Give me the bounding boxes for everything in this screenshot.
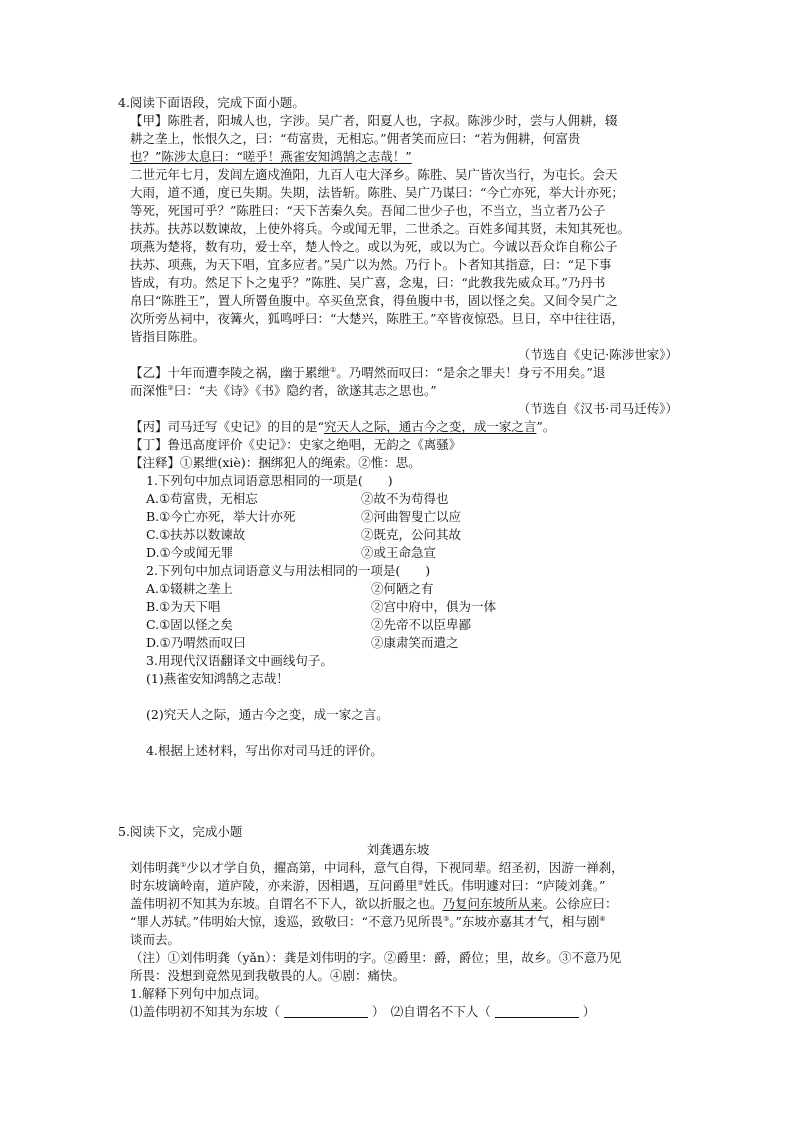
q4-heading: 4.阅读下面语段，完成下面小题。 xyxy=(118,95,305,110)
footnote-mark: ② xyxy=(167,383,174,392)
option-b: B.①今亡亦死，举大计亦死 xyxy=(146,509,296,524)
option-row xyxy=(118,508,678,526)
option-d: D.①乃喟然而叹曰 xyxy=(146,635,246,650)
option-a-pair: ②故不为苟得也 xyxy=(361,491,449,506)
q4-sub3-item: (2)究天人之际，通古今之变，成一家之言。 xyxy=(146,707,389,722)
text: 。乃喟然而叹曰：“是余之罪夫！身亏不用矣。”退 xyxy=(336,365,606,380)
option-row xyxy=(118,580,678,598)
answer-blank[interactable] xyxy=(495,1003,579,1018)
answer-blank[interactable] xyxy=(284,1003,368,1018)
q4-sub3-item: (1)燕雀安知鸿鹄之志哉！ xyxy=(146,671,289,686)
option-row xyxy=(118,634,678,652)
text: 而深惟 xyxy=(130,383,168,398)
text: 。”东坡亦嘉其才气，相与剧 xyxy=(449,914,600,929)
q4-jia-line-underlined xyxy=(118,148,678,166)
option-row xyxy=(118,544,678,562)
text: ⑴盖伟明初不知其为东坡（ xyxy=(130,1004,281,1019)
option-a: A.①辍耕之垄上 xyxy=(146,581,233,596)
q5-sub1-items xyxy=(118,1003,678,1021)
footnote-mark: ② xyxy=(417,878,424,887)
text: 。公徐应曰： xyxy=(542,896,618,911)
q5-para-line xyxy=(118,913,678,931)
q4-yi-line xyxy=(118,364,678,382)
footnote-mark: ④ xyxy=(599,914,606,923)
q5-note: （注）①刘伟明龚（yǎn）：龚是刘伟明的字。②爵里：爵，爵位；里，故乡。③不意乃见 xyxy=(130,950,622,965)
answer-space[interactable] xyxy=(118,724,678,742)
text: 【丙】司马迁写《史记》的目的是“ xyxy=(130,419,324,434)
option-row xyxy=(118,490,678,508)
underlined-sentence: 究天人之际，通古今之变，成一家之言 xyxy=(323,419,537,434)
option-d-pair: ②康肃笑而遣之 xyxy=(371,635,459,650)
q4-sub1-stem: 1.下列句中加点词语意思相同的一项是( ) xyxy=(146,473,393,488)
option-a-pair: ②何陋之有 xyxy=(371,581,434,596)
q4-jia-line: 扶苏、项燕，为天下唱，宜多应者。”吴广以为然。乃行卜。卜者知其指意，曰：“足下事 xyxy=(130,257,612,272)
option-c: C.①扶苏以数谏故 xyxy=(146,527,246,542)
q5-para-line xyxy=(118,859,678,877)
q4-jia-line: 皆指目陈胜。 xyxy=(130,329,206,344)
footnote-mark: ③ xyxy=(442,914,450,923)
option-b: B.①为天下唱 xyxy=(146,599,221,614)
text: 【乙】十年而遭李陵之祸，幽于累绁 xyxy=(130,365,331,380)
q5-para-line xyxy=(118,877,678,895)
q5-heading: 5.阅读下文，完成小题 xyxy=(118,824,243,839)
q4-sub4-stem: 4.根据上述材料，写出你对司马迁的评价。 xyxy=(146,743,383,758)
text: 少以才学自负，擢高第，中词科，意气自得，下视同辈。绍圣初，因游一禅刹， xyxy=(186,860,624,875)
text: ”。 xyxy=(536,419,556,434)
q4-sub3-stem: 3.用现代汉语翻译文中画线句子。 xyxy=(146,653,333,668)
q4-jia-line: 扶苏。扶苏以数谏故，上使外将兵。今或闻无罪，二世杀之。百姓多闻其贤，未知其死也。 xyxy=(130,221,631,236)
q4-jia-line: 次所旁丛祠中，夜篝火，狐鸣呼曰：“大楚兴，陈胜王。”卒皆夜惊恐。旦日，卒中往往语， xyxy=(130,311,625,326)
q4-jia-line: 项燕为楚将，数有功，爱士卒，楚人怜之。或以为死，或以为亡。今诚以吾众诈自称公子 xyxy=(130,239,618,254)
option-b-pair: ②河曲智叟亡以应 xyxy=(361,509,462,524)
option-a: A.①苟富贵，无相忘 xyxy=(146,491,258,506)
text: ） xyxy=(582,1004,596,1019)
text: “罪人苏轼。”伟明始大惊，逡巡，致敬曰：“不意乃见所畏 xyxy=(130,914,443,929)
footnote-mark: ① xyxy=(180,860,187,869)
text: 刘伟明龚 xyxy=(130,860,181,875)
option-row xyxy=(118,526,678,544)
q4-jia-line: 等死，死国可乎？”陈胜曰：“天下苦秦久矣。吾闻二世少子也，不当立，当立者乃公子 xyxy=(130,203,606,218)
underlined-sentence: 乃复问东坡所从来 xyxy=(442,896,543,911)
q5-sub1-stem: 1.解释下列句中加点词。 xyxy=(130,986,267,1001)
option-row xyxy=(118,616,678,634)
q4-yi-line xyxy=(118,382,678,400)
q4-sub2-stem: 2.下列句中加点词语意义与用法相同的一项是( ) xyxy=(146,563,431,578)
spacer xyxy=(118,805,678,823)
q4-jia-line: 【甲】陈胜者，阳城人也，字涉。吴广者，阳夏人也，字叔。陈涉少时，尝与人佣耕，辍 xyxy=(130,113,618,128)
q5-para-line xyxy=(118,895,678,913)
q4-bing-line xyxy=(118,418,678,436)
option-b-pair: ②宫中府中，俱为一体 xyxy=(371,599,497,614)
q5-para-line: 谈而去。 xyxy=(130,932,181,947)
q4-ding-line: 【丁】鲁迅高度评价《史记》：史家之绝唱，无韵之《离骚》 xyxy=(130,437,462,452)
footnote-mark: ① xyxy=(330,365,337,374)
q4-yi-source: （节选自《汉书·司马迁传》） xyxy=(517,401,678,416)
q4-jia-line: 二世元年七月，发闾左適戍渔阳，九百人屯大泽乡。陈胜、吴广皆次当行，为屯长。会天 xyxy=(130,167,618,182)
q4-jia-line: 耕之垄上，怅恨久之，曰：“苟富贵，无相忘。”佣者笑而应曰：“若为佣耕，何富贵 xyxy=(130,131,581,146)
answer-space[interactable] xyxy=(118,760,678,805)
document-page xyxy=(118,94,678,1021)
option-c-pair: ②既克，公问其故 xyxy=(361,527,462,542)
q4-note: 【注释】①累绁(xiè)：捆绑犯人的绳索。②惟：思。 xyxy=(130,455,421,470)
text: 时东坡谪岭南，道庐陵，亦来游，因相遇，互问爵里 xyxy=(130,878,418,893)
q5-title: 刘龚遇东坡 xyxy=(366,842,430,857)
q4-jia-line: 皆成，有功。然足下卜之鬼乎？”陈胜、吴广喜，念鬼，曰：“此教我先威众耳。”乃丹书 xyxy=(130,275,606,290)
q4-jia-source: （节选自《史记·陈涉世家》） xyxy=(517,347,678,362)
q4-jia-line: 帛曰“陈胜王”，置人所罾鱼腹中。卒买鱼烹食，得鱼腹中书，固以怪之矣。又间令吴广之 xyxy=(130,293,618,308)
text: ） ⑵自谓名不下人（ xyxy=(372,1004,491,1019)
answer-space[interactable] xyxy=(118,688,678,706)
q5-note: 所畏：没想到竟然见到我敬畏的人。④剧：痛快。 xyxy=(130,968,406,983)
text: 盖伟明初不知其为东坡。自谓名不下人，欲以折服之也。 xyxy=(130,896,443,911)
text: 曰：“夫《诗》《书》隐约者，欲遂其志之思也。” xyxy=(173,383,437,398)
option-c: C.①固以怪之矣 xyxy=(146,617,233,632)
q4-jia-line: 大雨，道不通，度已失期。失期，法皆斩。陈胜、吴广乃谋曰：“今亡亦死，举大计亦死； xyxy=(130,185,624,200)
option-c-pair: ②先帝不以臣卑鄙 xyxy=(371,617,472,632)
underlined-sentence: 也？”陈涉太息曰：“嗟乎！燕雀安知鸿鹄之志哉！” xyxy=(130,149,412,164)
text: 姓氏。伟明遽对曰：“庐陵刘龚。” xyxy=(423,878,606,893)
option-d: D.①今或闻无罪 xyxy=(146,545,234,560)
option-row xyxy=(118,598,678,616)
option-d-pair: ②或王命急宣 xyxy=(361,545,437,560)
